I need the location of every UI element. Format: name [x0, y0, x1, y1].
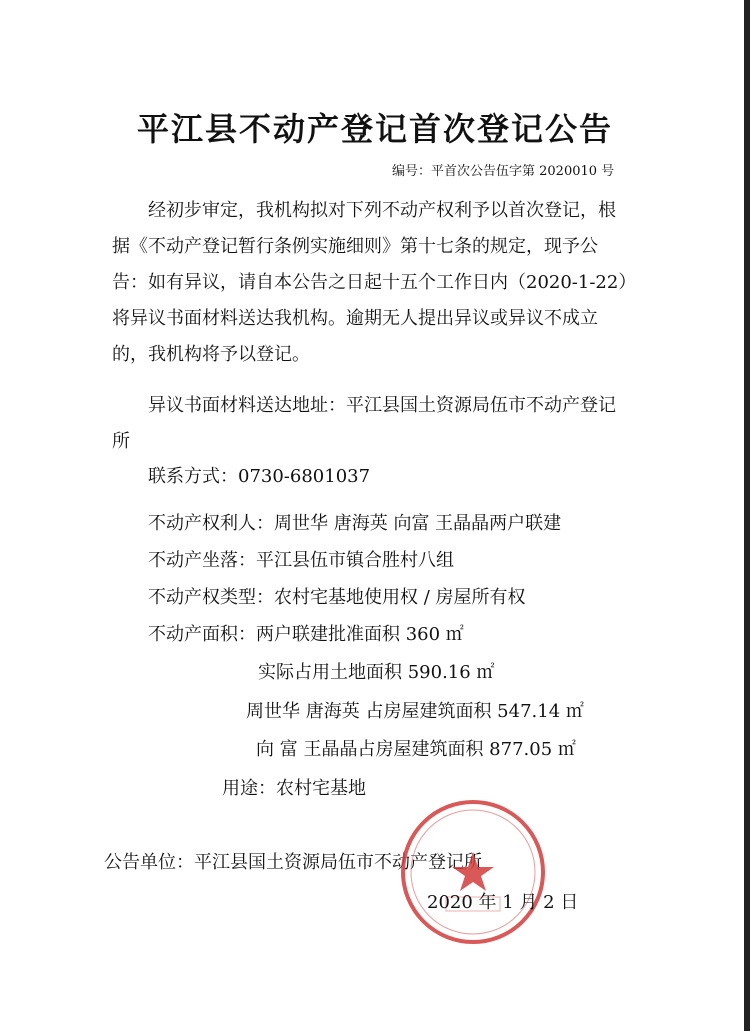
issue-date: 2020 年 1 月 2 日 — [427, 892, 579, 913]
contact-line: 联系方式：0730-6801037 — [148, 466, 371, 487]
right-holders-line: 不动产权利人：周世华 唐海英 向富 王晶晶两户联建 — [148, 513, 562, 534]
area-line-approved: 不动产面积：两户联建批准面积 360 ㎡ — [148, 624, 464, 645]
scan-edge — [744, 0, 750, 1031]
notice-paragraph: 经初步审定，我机构拟对下列不动产权利予以首次登记，根据《不动产登记暂行条例实施细则》第十七条的规定，现予公告：如有异议，请自本公告之日起十五个工作日内（2020-1-22）将异议书面材料送达我机构。逾期无人提出异议或异议不成立的，我机构将予以登记。 — [112, 200, 628, 365]
location-line: 不动产坐落：平江县伍市镇合胜村八组 — [148, 550, 454, 571]
page-title: 平江县不动产登记首次登记公告 — [136, 110, 613, 148]
issuer-line: 公告单位：平江县国土资源局伍市不动产登记所 — [104, 852, 482, 873]
area-line-land: 实际占用土地面积 590.16 ㎡ — [258, 662, 495, 683]
usage-line: 用途：农村宅基地 — [222, 778, 366, 799]
seal-star-icon — [452, 852, 494, 891]
notice-body — [112, 193, 632, 373]
area-line-building-1: 周世华 唐海英 占房屋建筑面积 547.14 ㎡ — [246, 701, 584, 722]
objection-address-text: 异议书面材料送达地址：平江县国土资源局伍市不动产登记所 — [112, 395, 616, 452]
objection-address — [112, 388, 632, 460]
right-type-line: 不动产权类型：农村宅基地使用权 / 房屋所有权 — [148, 587, 526, 608]
doc-number: 编号：平首次公告伍字第 2020010 号 — [392, 164, 615, 179]
official-seal — [398, 797, 548, 947]
area-line-building-2: 向 富 王晶晶占房屋建筑面积 877.05 ㎡ — [256, 739, 576, 760]
